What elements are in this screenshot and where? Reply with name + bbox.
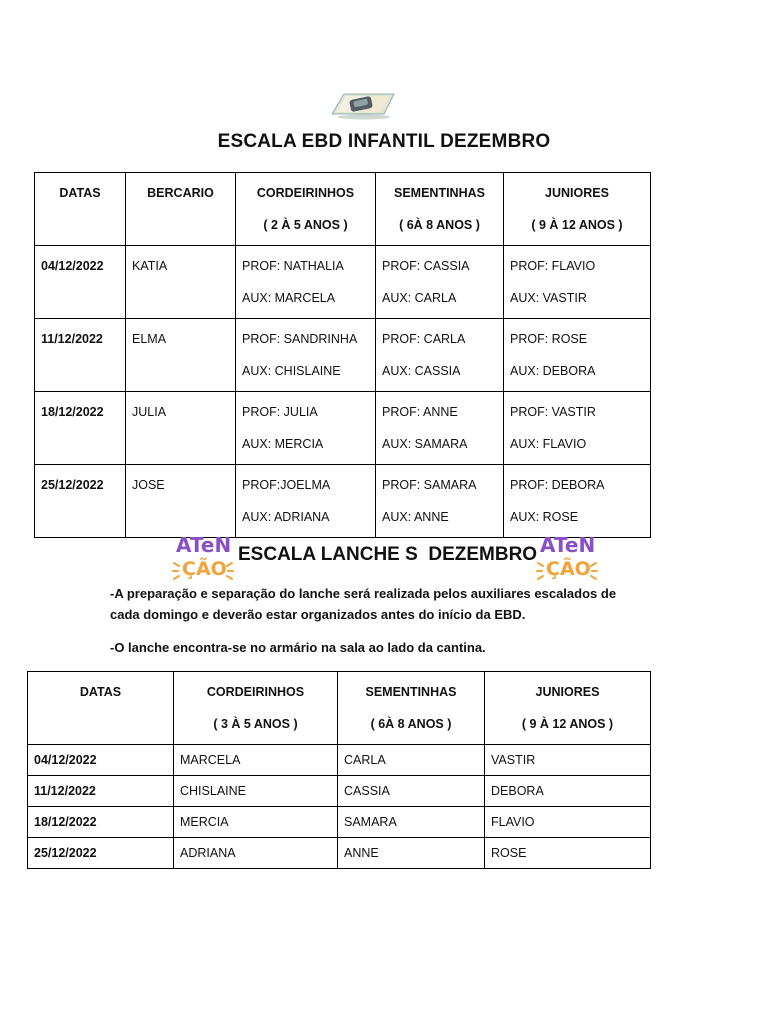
- header-juniores: JUNIORES ( 9 À 12 ANOS ): [485, 672, 651, 745]
- table-row: [28, 838, 651, 869]
- date-cell: 25/12/2022: [35, 465, 126, 538]
- svg-text:ÇÃO: ÇÃO: [546, 558, 591, 580]
- table-row: [35, 392, 651, 465]
- juniores-cell: PROF: VASTIR AUX: FLAVIO: [504, 392, 651, 465]
- date-cell: 04/12/2022: [35, 246, 126, 319]
- sementinhas-cell: PROF: SAMARA AUX: ANNE: [376, 465, 504, 538]
- juniores-cell: PROF: FLAVIO AUX: VASTIR: [504, 246, 651, 319]
- cordeirinhos-cell: CHISLAINE: [174, 776, 338, 807]
- lanche-title: ESCALA LANCHE S DEZEMBRO: [238, 544, 538, 565]
- sementinhas-cell: ANNE: [338, 838, 485, 869]
- date-cell: 18/12/2022: [35, 392, 126, 465]
- sementinhas-cell: PROF: ANNE AUX: SAMARA: [376, 392, 504, 465]
- juniores-cell: PROF: DEBORA AUX: ROSE: [504, 465, 651, 538]
- note-preparation: -A preparação e separação do lanche será realizada pelos auxiliares escalados de cada domingo e deverão estar organizados antes do início da EBD.: [110, 586, 617, 622]
- bercario-cell: JULIA: [126, 392, 236, 465]
- table-row: [35, 246, 651, 319]
- table-row: [35, 465, 651, 538]
- bercario-cell: KATIA: [126, 246, 236, 319]
- lanche-title-area: [0, 530, 768, 582]
- sementinhas-cell: PROF: CASSIA AUX: CARLA: [376, 246, 504, 319]
- sementinhas-cell: CARLA: [338, 745, 485, 776]
- bercario-cell: JOSE: [126, 465, 236, 538]
- juniores-cell: FLAVIO: [485, 807, 651, 838]
- header-sementinhas: SEMENTINHAS ( 6À 8 ANOS ): [376, 173, 504, 246]
- juniores-cell: ROSE: [485, 838, 651, 869]
- sementinhas-cell: SAMARA: [338, 807, 485, 838]
- bible-logo: [328, 84, 398, 120]
- table-row: [35, 319, 651, 392]
- header-bercario: BERCARIO: [126, 173, 236, 246]
- cordeirinhos-cell: MERCIA: [174, 807, 338, 838]
- attention-badge-left: [172, 530, 234, 582]
- date-cell: 25/12/2022: [28, 838, 174, 869]
- table-row: [28, 745, 651, 776]
- header-datas: DATAS: [28, 672, 174, 745]
- header-cordeirinhos: CORDEIRINHOS ( 2 À 5 ANOS ): [236, 173, 376, 246]
- note-location: -O lanche encontra-se no armário na sala ao lado da cantina.: [110, 640, 486, 655]
- cordeirinhos-cell: PROF: SANDRINHA AUX: CHISLAINE: [236, 319, 376, 392]
- attention-badge-right: [536, 530, 598, 582]
- svg-text:ATeN: ATeN: [176, 533, 232, 557]
- sementinhas-cell: PROF: CARLA AUX: CASSIA: [376, 319, 504, 392]
- table-header-row: [28, 672, 651, 745]
- date-cell: 11/12/2022: [35, 319, 126, 392]
- schedule-title: ESCALA EBD INFANTIL DEZEMBRO: [217, 131, 551, 152]
- date-cell: 11/12/2022: [28, 776, 174, 807]
- svg-text:ÇÃO: ÇÃO: [182, 558, 227, 580]
- ebd-schedule-table: [34, 172, 651, 538]
- table-row: [28, 807, 651, 838]
- juniores-cell: PROF: ROSE AUX: DEBORA: [504, 319, 651, 392]
- cordeirinhos-cell: PROF:JOELMA AUX: ADRIANA: [236, 465, 376, 538]
- date-cell: 04/12/2022: [28, 745, 174, 776]
- lanche-schedule-table: [27, 671, 651, 869]
- bercario-cell: ELMA: [126, 319, 236, 392]
- header-datas: DATAS: [35, 173, 126, 246]
- table-header-row: [35, 173, 651, 246]
- juniores-cell: DEBORA: [485, 776, 651, 807]
- date-cell: 18/12/2022: [28, 807, 174, 838]
- cordeirinhos-cell: PROF: JULIA AUX: MERCIA: [236, 392, 376, 465]
- cordeirinhos-cell: ADRIANA: [174, 838, 338, 869]
- cordeirinhos-cell: MARCELA: [174, 745, 338, 776]
- table-row: [28, 776, 651, 807]
- header-sementinhas: SEMENTINHAS ( 6À 8 ANOS ): [338, 672, 485, 745]
- cordeirinhos-cell: PROF: NATHALIA AUX: MARCELA: [236, 246, 376, 319]
- juniores-cell: VASTIR: [485, 745, 651, 776]
- svg-text:ATeN: ATeN: [540, 533, 596, 557]
- sementinhas-cell: CASSIA: [338, 776, 485, 807]
- header-cordeirinhos: CORDEIRINHOS ( 3 À 5 ANOS ): [174, 672, 338, 745]
- header-juniores: JUNIORES ( 9 À 12 ANOS ): [504, 173, 651, 246]
